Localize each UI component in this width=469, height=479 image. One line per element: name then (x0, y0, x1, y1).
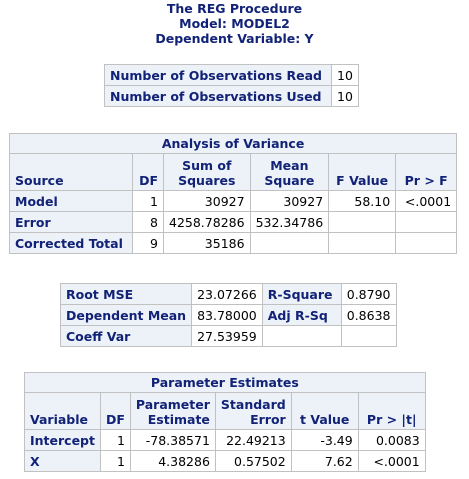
cell-mean-square: 532.34786 (250, 212, 329, 233)
row-label: Corrected Total (10, 233, 133, 254)
cell-pr-f: <.0001 (396, 191, 457, 212)
cell-df: 1 (100, 430, 130, 451)
cell-sum-of-squares: 30927 (164, 191, 251, 212)
output-titles (0, 1, 469, 46)
cell-f-value (329, 233, 396, 254)
stat-value: 27.53959 (192, 326, 263, 347)
cell-parameter-estimate: 4.38286 (130, 451, 215, 472)
col-header-df: DF (133, 154, 164, 191)
stat-label: Coeff Var (61, 326, 192, 347)
stat-value: 0.8790 (341, 284, 396, 305)
cell-sum-of-squares: 35186 (164, 233, 251, 254)
row-label: X (25, 451, 101, 472)
dependent-variable-title: Dependent Variable: Y (155, 31, 314, 46)
cell-mean-square (250, 233, 329, 254)
cell-df: 1 (100, 451, 130, 472)
stat-value (341, 326, 396, 347)
col-header-sum-of-squares: Sum of Squares (164, 154, 251, 191)
col-header-standard-error: Standard Error (215, 393, 291, 430)
col-header-f-value: F Value (329, 154, 396, 191)
cell-sum-of-squares: 4258.78286 (164, 212, 251, 233)
anova-caption: Analysis of Variance (10, 134, 457, 154)
col-header-df: DF (100, 393, 130, 430)
cell-pr-t: 0.0083 (358, 430, 425, 451)
col-header-pr-f: Pr > F (396, 154, 457, 191)
params-caption: Parameter Estimates (25, 373, 426, 393)
obs-used-value: 10 (332, 86, 359, 107)
col-header-t-value: t Value (291, 393, 358, 430)
table-row (61, 326, 397, 347)
stat-label: Adj R-Sq (262, 305, 341, 326)
cell-standard-error: 0.57502 (215, 451, 291, 472)
cell-df: 9 (133, 233, 164, 254)
cell-t-value: 7.62 (291, 451, 358, 472)
col-header-source: Source (10, 154, 133, 191)
cell-pr-f (396, 233, 457, 254)
stat-value: 0.8638 (341, 305, 396, 326)
row-label: Error (10, 212, 133, 233)
observations-table (104, 64, 359, 107)
table-row (10, 233, 457, 254)
table-row (10, 191, 457, 212)
table-row (61, 284, 397, 305)
table-row (10, 212, 457, 233)
table-row (61, 305, 397, 326)
cell-df: 8 (133, 212, 164, 233)
table-caption-row (10, 134, 457, 154)
stat-label: Dependent Mean (61, 305, 192, 326)
table-caption-row (25, 373, 426, 393)
cell-df: 1 (133, 191, 164, 212)
cell-f-value: 58.10 (329, 191, 396, 212)
stat-label: Root MSE (61, 284, 192, 305)
row-label: Model (10, 191, 133, 212)
stat-label: R-Square (262, 284, 341, 305)
col-header-pr-t: Pr > |t| (358, 393, 425, 430)
stat-value: 23.07266 (192, 284, 263, 305)
parameter-estimates-table (24, 372, 426, 472)
obs-read-label: Number of Observations Read (105, 65, 332, 86)
obs-read-value: 10 (332, 65, 359, 86)
cell-parameter-estimate: -78.38571 (130, 430, 215, 451)
stat-value: 83.78000 (192, 305, 263, 326)
anova-table (9, 133, 457, 254)
cell-standard-error: 22.49213 (215, 430, 291, 451)
cell-t-value: -3.49 (291, 430, 358, 451)
stat-label (262, 326, 341, 347)
cell-mean-square: 30927 (250, 191, 329, 212)
table-row (105, 65, 359, 86)
col-header-mean-square: Mean Square (250, 154, 329, 191)
table-row (25, 430, 426, 451)
obs-used-label: Number of Observations Used (105, 86, 332, 107)
table-header-row (10, 154, 457, 191)
fit-statistics-table (60, 283, 397, 347)
col-header-variable: Variable (25, 393, 101, 430)
cell-pr-f (396, 212, 457, 233)
row-label: Intercept (25, 430, 101, 451)
table-row (105, 86, 359, 107)
col-header-parameter-estimate: Parameter Estimate (130, 393, 215, 430)
procedure-title: The REG Procedure (166, 1, 303, 16)
table-row (25, 451, 426, 472)
cell-pr-t: <.0001 (358, 451, 425, 472)
model-title: Model: MODEL2 (179, 16, 290, 31)
table-header-row (25, 393, 426, 430)
cell-f-value (329, 212, 396, 233)
